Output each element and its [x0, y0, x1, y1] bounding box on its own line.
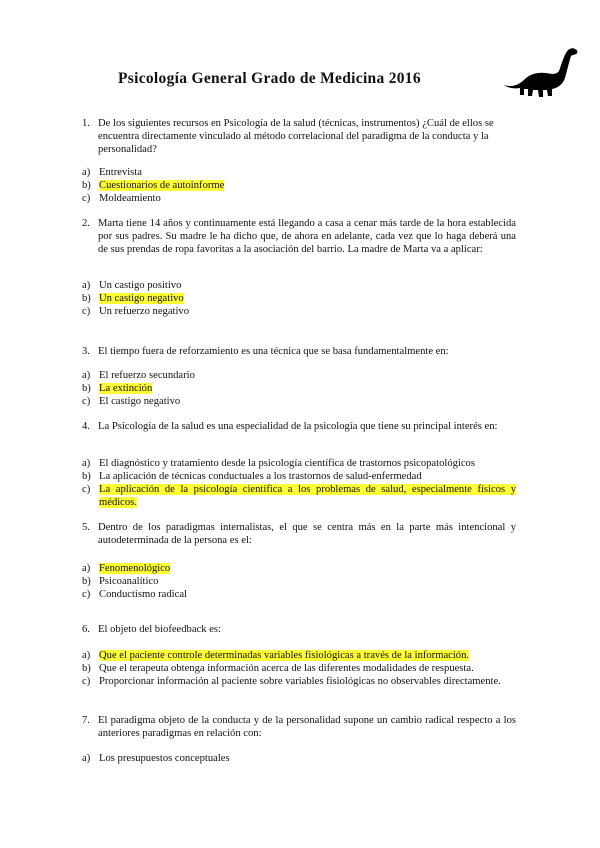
question-number: 4. — [82, 421, 90, 432]
option-label: a) — [82, 370, 91, 381]
highlighted-answer: Un castigo negativo — [99, 293, 184, 304]
question-number: 6. — [82, 624, 90, 635]
highlighted-answer: Cuestionarios de autoinforme — [99, 180, 225, 191]
question-4 — [82, 420, 516, 433]
question-3 — [82, 345, 516, 358]
option-label: c) — [82, 676, 91, 687]
question-number: 1. — [82, 118, 90, 129]
question-text: El paradigma objeto de la conducta y de la personalidad supone un cambio radical respecto a los anteriores paradigmas en relación con: — [98, 715, 516, 740]
option-5c — [82, 589, 516, 602]
question-1 — [82, 117, 516, 157]
option-text: Que el terapeuta obtenga información acerca de las diferentes modalidades de respuesta. — [99, 663, 474, 674]
option-label: a) — [82, 167, 91, 178]
option-label: b) — [82, 383, 91, 394]
option-1a — [82, 167, 516, 180]
page-title: Psicología General Grado de Medicina 2016 — [118, 70, 421, 87]
question-text: Dentro de los paradigmas internalistas, el que se centra más en la parte más intencional y autodeterminada de la persona es el: — [98, 522, 516, 547]
option-label: c) — [82, 484, 91, 495]
option-1b — [82, 180, 516, 193]
highlighted-answer: Fenomenológico — [99, 563, 171, 574]
option-label: b) — [82, 471, 91, 482]
option-label: a) — [82, 563, 91, 574]
question-7 — [82, 714, 516, 740]
option-text: Un refuerzo negativo — [99, 306, 190, 317]
option-text: Psicoanalítico — [99, 576, 159, 587]
option-label: c) — [82, 193, 91, 204]
option-2a — [82, 280, 516, 293]
question-number: 2. — [82, 218, 90, 229]
question-text: El objeto del biofeedback es: — [98, 624, 221, 635]
option-2c — [82, 306, 516, 319]
question-number: 5. — [82, 522, 90, 533]
option-label: a) — [82, 280, 91, 291]
option-label: a) — [82, 650, 91, 661]
option-label: a) — [82, 753, 91, 764]
option-3a — [82, 370, 516, 383]
option-3b — [82, 383, 516, 396]
highlighted-answer: Que el paciente controle determinadas variables fisiológicas a través de la información. — [99, 650, 470, 661]
option-2b — [82, 293, 516, 306]
option-text: El refuerzo secundario — [99, 370, 195, 381]
option-5b — [82, 576, 516, 589]
highlighted-answer: La extinción — [99, 383, 153, 394]
question-text: Marta tiene 14 años y continuamente está llegando a casa a cenar más tarde de la hora establecida por sus padres. Su madre le ha dicho que, de ahora en adelante, cada vez que lo haga deberá una de sus prendas de ropa favoritas a la asociación del barrio. La madre de Marta va a aplicar: — [98, 218, 516, 256]
option-text: La aplicación de técnicas conductuales a los trastornos de salud-enfermedad — [99, 471, 422, 482]
option-label: b) — [82, 180, 91, 191]
option-text: El diagnóstico y tratamiento desde la psicología científica de trastornos psicopatológicos — [99, 458, 475, 469]
option-3c — [82, 396, 516, 409]
option-text: Los presupuestos conceptuales — [99, 753, 230, 764]
option-text: Conductismo radical — [99, 589, 187, 600]
option-text: Entrevista — [99, 167, 142, 178]
option-6c — [82, 676, 516, 689]
option-text: El castigo negativo — [99, 396, 181, 407]
option-text: Proporcionar información al paciente sobre variables fisiológicas no observables directamente. — [99, 676, 501, 687]
option-text: Un castigo positivo — [99, 280, 182, 291]
highlighted-answer: La aplicación de la psicología científica a los problemas de salud, especialmente físicos y médicos. — [99, 484, 516, 508]
dinosaur-icon — [502, 44, 580, 104]
option-7a — [82, 753, 516, 766]
option-label: a) — [82, 458, 91, 469]
option-4a — [82, 458, 516, 471]
option-label: c) — [82, 306, 91, 317]
question-6 — [82, 623, 516, 636]
question-number: 3. — [82, 346, 90, 357]
question-text: La Psicología de la salud es una especialidad de la psicología que tiene su principal interés en: — [98, 421, 498, 432]
option-label: c) — [82, 396, 91, 407]
option-6a — [82, 650, 516, 663]
question-number: 7. — [82, 715, 90, 726]
option-text: Moldeamiento — [99, 193, 161, 204]
question-5 — [82, 521, 516, 547]
option-4c — [82, 484, 516, 510]
question-2 — [82, 217, 516, 257]
option-1c — [82, 193, 516, 206]
option-4b — [82, 471, 516, 484]
option-6b — [82, 663, 516, 676]
option-5a — [82, 563, 516, 576]
option-label: b) — [82, 663, 91, 674]
option-label: b) — [82, 293, 91, 304]
question-text: De los siguientes recursos en Psicología de la salud (técnicas, instrumentos) ¿Cuál de ellos se encuentra directamente vinculado al método correlacional del paradigma de la conducta y la personalidad? — [98, 118, 494, 156]
question-text: El tiempo fuera de reforzamiento es una técnica que se basa fundamentalmente en: — [98, 346, 449, 357]
option-label: b) — [82, 576, 91, 587]
option-label: c) — [82, 589, 91, 600]
